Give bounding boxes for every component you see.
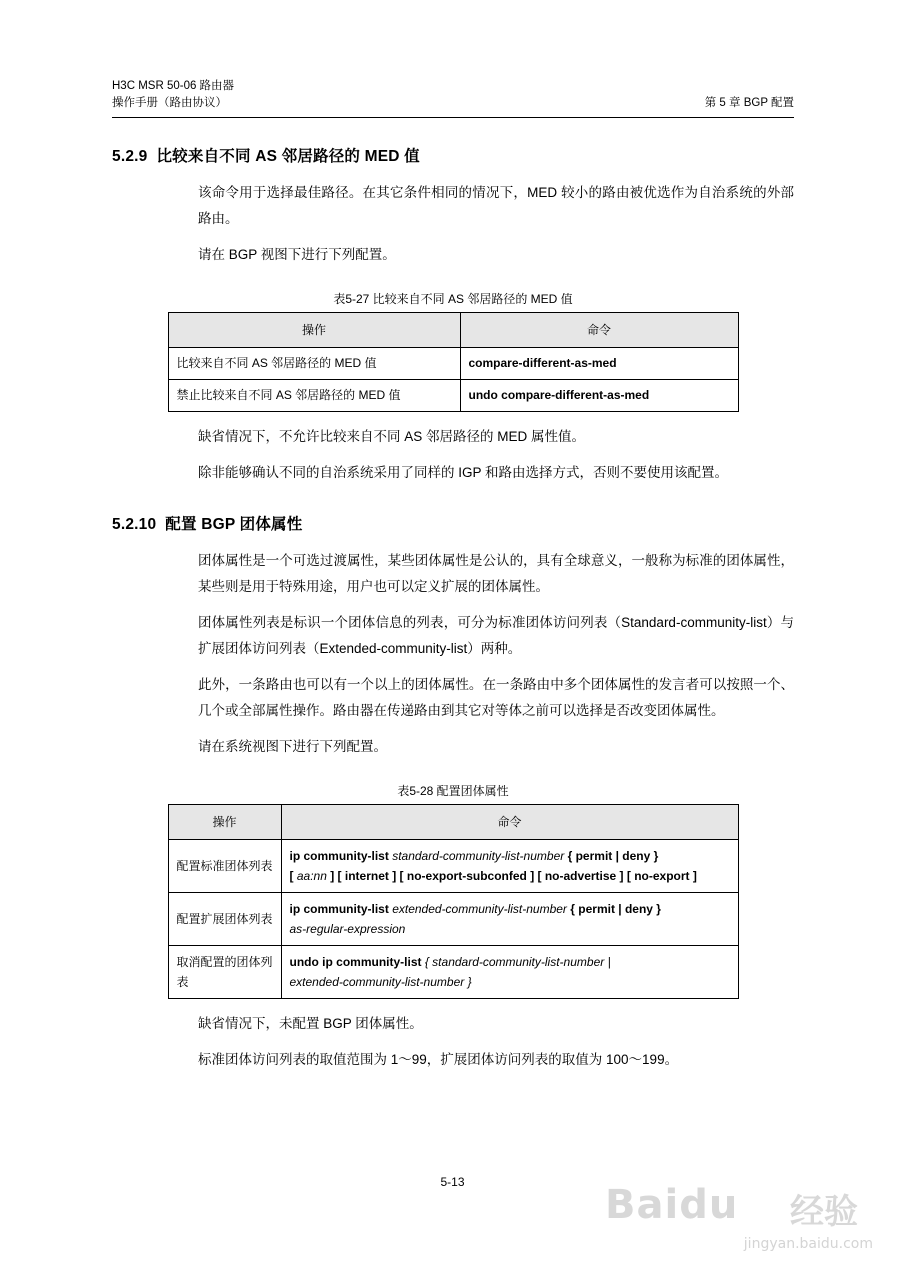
- cell-command: [281, 840, 738, 893]
- footer-page-number: 5-13: [440, 1175, 465, 1189]
- cmd-optional-args: [ aa:nn ] [ internet ] [ no-export-subconfed ] [ no-advertise ] [ no-export ]: [289, 869, 697, 883]
- cmd-parameter: extended-community-list-number: [392, 902, 567, 916]
- spacer: [112, 999, 794, 1011]
- cell-command: [281, 946, 738, 999]
- column-header-operation: 操作: [168, 313, 460, 348]
- paragraph-5210-after-1: 缺省情况下，未配置 BGP 团体属性。: [198, 1016, 423, 1031]
- cmd-keyword: undo ip community-list: [289, 955, 422, 969]
- column-header-command: 命令: [281, 805, 738, 840]
- watermark: [605, 1182, 875, 1252]
- paragraph-5210-3: 此外，一条路由也可以有一个以上的团体属性。在一条路由中多个团体属性的发言者可以按照一个、几个或全部属性操作。路由器在传递路由到其它对等体之前可以选择是否改变团体属性。: [198, 677, 794, 718]
- section-heading-5210: [112, 512, 794, 534]
- paragraph-5210-after-2: 标准团体访问列表的取值范围为 1～99，扩展团体访问列表的取值为 100～199。: [198, 1052, 679, 1067]
- table-header-row: [168, 313, 738, 348]
- table-caption-5-27: 表5-27 比较来自不同 AS 邻居路径的 MED 值: [333, 292, 573, 306]
- table-caption-5-28: 表5-28 配置团体属性: [397, 784, 509, 798]
- section-number-5210: 5.2.10: [112, 516, 157, 533]
- watermark-logo-text: Baidu: [605, 1182, 739, 1228]
- header-manual-line: 操作手册（路由协议）: [112, 97, 227, 109]
- paragraph-529-1: 该命令用于选择最佳路径。在其它条件相同的情况下，MED 较小的路由被优选作为自治系统的外部路由。: [198, 185, 794, 226]
- page-content: [112, 78, 794, 1083]
- cell-operation: 禁止比较来自不同 AS 邻居路径的 MED 值: [168, 380, 460, 412]
- paragraph-529-2: 请在 BGP 视图下进行下列配置。: [198, 247, 396, 262]
- cmd-parameter-2: extended-community-list-number }: [289, 975, 472, 989]
- table-row: [168, 946, 738, 999]
- table-5-28: [168, 804, 739, 999]
- table-row: [168, 348, 738, 380]
- cell-operation: 取消配置的团体列表: [168, 946, 281, 999]
- header-left-block: [112, 78, 234, 112]
- running-header: [112, 78, 794, 118]
- paragraph-5210-4: 请在系统视图下进行下列配置。: [198, 739, 387, 754]
- cell-command: undo compare-different-as-med: [460, 380, 738, 412]
- watermark-url: jingyan.baidu.com: [743, 1236, 873, 1252]
- table-row: [168, 893, 738, 946]
- table-header-row: [168, 805, 738, 840]
- section-title-5210: 配置 BGP 团体属性: [165, 516, 303, 533]
- spacer: [112, 412, 794, 424]
- cell-command: compare-different-as-med: [460, 348, 738, 380]
- header-chapter: 第 5 章 BGP 配置: [704, 97, 794, 109]
- paragraph-5210-1: 团体属性是一个可选过渡属性，某些团体属性是公认的，具有全球意义，一般称为标准的团体属性，某些则是用于特殊用途，用户也可以定义扩展的团体属性。: [198, 553, 794, 594]
- section-heading-529: [112, 144, 794, 166]
- cell-operation: 配置标准团体列表: [168, 840, 281, 893]
- table-row: [168, 380, 738, 412]
- cmd-options: { permit | deny }: [570, 902, 661, 916]
- table-row: [168, 840, 738, 893]
- cmd-parameter: { standard-community-list-number |: [424, 955, 611, 969]
- cmd-keyword: ip community-list: [289, 902, 389, 916]
- cell-operation: 配置扩展团体列表: [168, 893, 281, 946]
- column-header-command: 命令: [460, 313, 738, 348]
- paragraph-529-after-2: 除非能够确认不同的自治系统采用了同样的 IGP 和路由选择方式，否则不要使用该配置。: [198, 465, 729, 480]
- section-number-529: 5.2.9: [112, 148, 148, 165]
- cmd-param-aann: aa:nn: [296, 869, 327, 883]
- paragraph-5210-2: 团体属性列表是标识一个团体信息的列表，可分为标准团体访问列表（Standard-community-list）与扩展团体访问列表（Extended-community-list）两种。: [198, 615, 794, 656]
- section-title-529: 比较来自不同 AS 邻居路径的 MED 值: [156, 148, 420, 165]
- watermark-cn-text: 经验: [790, 1193, 858, 1231]
- table-5-27: [168, 312, 739, 412]
- cmd-options: { permit | deny }: [567, 849, 659, 863]
- cmd-keyword: ip community-list: [289, 849, 389, 863]
- header-product-line: H3C MSR 50-06 路由器: [112, 80, 235, 92]
- column-header-operation: 操作: [168, 805, 281, 840]
- cmd-parameter: standard-community-list-number: [392, 849, 565, 863]
- paragraph-529-after-1: 缺省情况下，不允许比较来自不同 AS 邻居路径的 MED 属性值。: [198, 429, 586, 444]
- cell-operation: 比较来自不同 AS 邻居路径的 MED 值: [168, 348, 460, 380]
- cmd-parameter-2: as-regular-expression: [289, 922, 406, 936]
- cell-command: [281, 893, 738, 946]
